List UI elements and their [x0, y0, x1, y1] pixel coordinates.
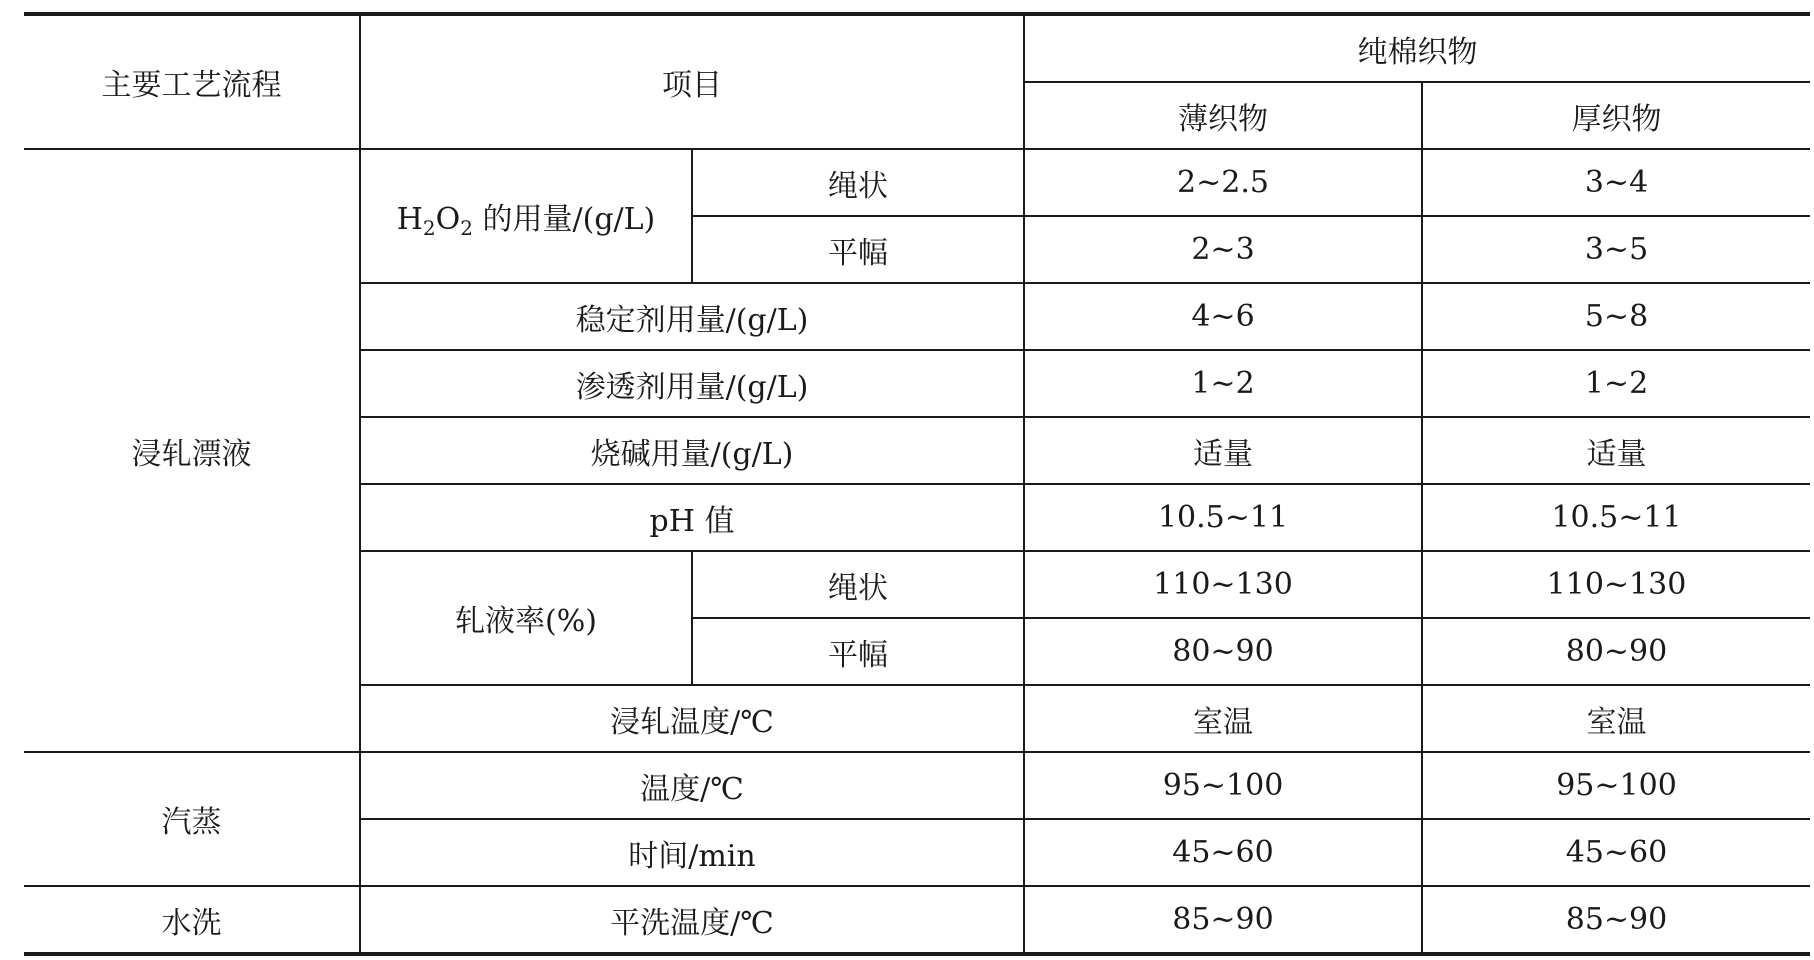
- cell-value: 1~2: [1422, 350, 1810, 417]
- cell-value: 45~60: [1422, 819, 1810, 886]
- steam-temp-label: 温度/℃: [360, 752, 1024, 819]
- table-row: [24, 149, 1810, 216]
- cell-value: 45~60: [1024, 819, 1422, 886]
- cell-value: 80~90: [1024, 618, 1422, 685]
- section-soak: 浸轧漂液: [24, 149, 360, 752]
- table-row: [24, 886, 1810, 954]
- header-group: 纯棉织物: [1024, 14, 1810, 82]
- cell-value: 85~90: [1024, 886, 1422, 954]
- cell-value: 室温: [1422, 685, 1810, 752]
- section-steam: 汽蒸: [24, 752, 360, 886]
- rope-label: 绳状: [692, 149, 1024, 216]
- cell-value: 3~4: [1422, 149, 1810, 216]
- caustic-label: 烧碱用量/(g/L): [360, 417, 1024, 484]
- section-wash: 水洗: [24, 886, 360, 954]
- cell-value: 10.5~11: [1024, 484, 1422, 551]
- cell-value: 适量: [1024, 417, 1422, 484]
- cell-value: 110~130: [1422, 551, 1810, 618]
- ph-label: pH 值: [360, 484, 1024, 551]
- soak-temp-label: 浸轧温度/℃: [360, 685, 1024, 752]
- cell-value: 3~5: [1422, 216, 1810, 283]
- cell-value: 95~100: [1422, 752, 1810, 819]
- header-thick: 厚织物: [1422, 82, 1810, 149]
- table-container: [24, 12, 1810, 956]
- cell-value: 80~90: [1422, 618, 1810, 685]
- cell-value: 110~130: [1024, 551, 1422, 618]
- h2o2-label: $H_2O_2$ 的用量/(g/L): [360, 149, 692, 283]
- header-process: 主要工艺流程: [24, 14, 360, 149]
- cell-value: 2~2.5: [1024, 149, 1422, 216]
- cell-value: 1~2: [1024, 350, 1422, 417]
- cell-value: 5~8: [1422, 283, 1810, 350]
- bleaching-process-table: [24, 12, 1810, 956]
- cell-value: 适量: [1422, 417, 1810, 484]
- header-row-1: [24, 14, 1810, 82]
- cell-value: 10.5~11: [1422, 484, 1810, 551]
- stabilizer-label: 稳定剂用量/(g/L): [360, 283, 1024, 350]
- penetrant-label: 渗透剂用量/(g/L): [360, 350, 1024, 417]
- rope-label: 绳状: [692, 551, 1024, 618]
- pickup-label: 轧液率(%): [360, 551, 692, 685]
- cell-value: 85~90: [1422, 886, 1810, 954]
- open-label: 平幅: [692, 618, 1024, 685]
- cell-value: 95~100: [1024, 752, 1422, 819]
- cell-value: 2~3: [1024, 216, 1422, 283]
- cell-value: 室温: [1024, 685, 1422, 752]
- open-label: 平幅: [692, 216, 1024, 283]
- table-row: [24, 752, 1810, 819]
- wash-temp-label: 平洗温度/℃: [360, 886, 1024, 954]
- steam-time-label: 时间/min: [360, 819, 1024, 886]
- cell-value: 4~6: [1024, 283, 1422, 350]
- header-thin: 薄织物: [1024, 82, 1422, 149]
- header-item: 项目: [360, 14, 1024, 149]
